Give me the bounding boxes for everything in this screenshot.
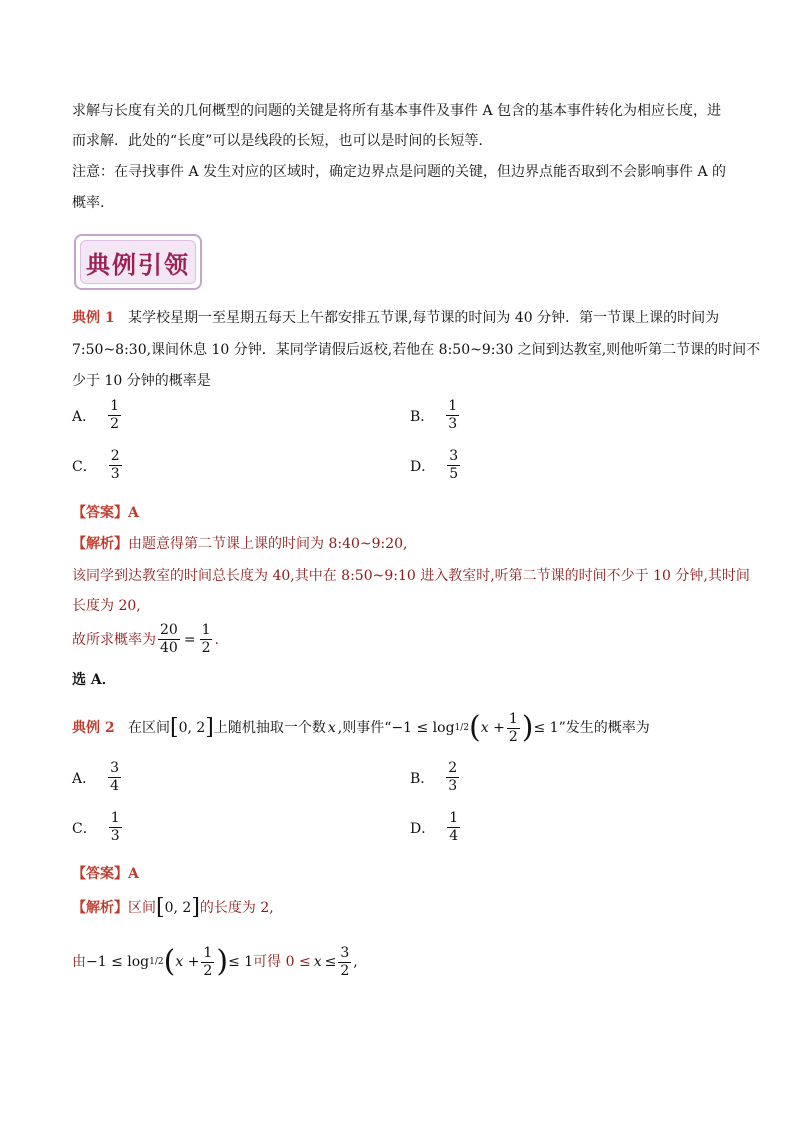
comma: , [353, 954, 358, 970]
fraction-denominator: 3 [110, 466, 120, 482]
option-letter: A． [72, 770, 97, 787]
answer-value: A [128, 866, 139, 882]
example2-option-d [410, 810, 462, 845]
option-letter: D． [410, 458, 436, 475]
example1-answer [72, 503, 139, 523]
right-paren-icon: ) [216, 944, 229, 979]
fraction-1-2 [507, 711, 520, 746]
example2-answer [72, 864, 139, 884]
fraction-denominator: 4 [449, 828, 459, 844]
left-bracket-icon: [ [156, 895, 165, 920]
option-fraction [446, 398, 459, 433]
example1-choose: 选 A． [72, 672, 116, 688]
period: . [214, 631, 219, 648]
example1-analysis-line-2: 该同学到达教室的时间总长度为 40,其中在 8:50~9:10 进入教室时,听第二节课的时间不少于 10 分钟,其时间 [72, 568, 750, 584]
option-fraction [109, 448, 122, 483]
fraction-denominator: 3 [110, 828, 120, 844]
right-paren-icon: ) [521, 710, 534, 745]
variable-x: x [313, 954, 322, 970]
analysis-prefix: 故所求概率为 [72, 631, 156, 648]
fraction-numerator: 3 [449, 448, 459, 464]
example2-line-1 [72, 708, 650, 748]
left-paren-icon: ( [469, 710, 481, 745]
option-letter: B． [410, 408, 435, 425]
fraction-numerator: 1 [448, 398, 458, 414]
interval-values: 0, 2 [178, 720, 206, 736]
example1-option-a [72, 398, 123, 433]
right-bracket-icon: ] [191, 895, 200, 920]
log-expression-left: −1 ≤ log [86, 954, 150, 970]
fraction-denominator: 3 [448, 416, 458, 432]
option-letter: C． [72, 820, 97, 837]
fraction-numerator: 1 [110, 398, 120, 414]
intro-note-line-2: 概率. [72, 195, 105, 211]
example1-line-1 [72, 308, 719, 328]
fraction-numerator: 1 [203, 944, 213, 961]
option-fraction [446, 760, 459, 795]
option-fraction [108, 760, 121, 795]
fraction-denominator: 3 [448, 778, 458, 794]
fraction-numerator: 1 [508, 710, 518, 727]
banner-inner [80, 240, 196, 284]
example2-analysis-line-1 [72, 895, 274, 920]
fraction-denominator: 4 [110, 778, 120, 794]
option-letter: A． [72, 408, 97, 425]
option-letter: D． [410, 820, 436, 837]
option-fraction [447, 448, 460, 483]
variable-x: x [327, 720, 336, 736]
log-argument: x + [480, 720, 505, 736]
log-expression-left: −1 ≤ log [391, 720, 455, 736]
left-paren-icon: ( [163, 944, 176, 979]
fraction-denominator: 5 [449, 466, 459, 482]
fraction-numerator: 2 [110, 448, 120, 464]
example2-option-a [72, 760, 123, 795]
analysis-label: 【解析】 [72, 900, 128, 916]
analysis-text: 由题意得第二节课上课的时间为 8:40~9:20, [128, 536, 408, 552]
fraction-20-40 [158, 622, 180, 657]
less-equal-sign: ≤ [324, 954, 337, 970]
answer-label: 【答案】 [72, 505, 128, 521]
example2-label: 典例 2 [72, 720, 115, 736]
example2-text-mid: 上随机抽取一个数 [213, 720, 326, 736]
example1-label: 典例 1 [72, 310, 115, 326]
answer-label: 【答案】 [72, 866, 128, 882]
fraction-denominator: 2 [201, 640, 211, 656]
option-fraction [108, 398, 121, 433]
left-bracket-icon: [ [169, 715, 179, 740]
fraction-denominator: 2 [508, 728, 518, 745]
fraction-3-2 [338, 945, 351, 980]
section-banner [74, 234, 202, 290]
example1-line-2: 7:50~8:30,课间休息 10 分钟．某同学请假后返校,若他在 8:50~9:30 之间到达教室,则他听第二节课的时间不 [72, 342, 761, 358]
example1-option-c [72, 448, 124, 483]
fraction-1-2 [200, 622, 213, 657]
analysis-label: 【解析】 [72, 536, 128, 552]
right-bracket-icon: ] [205, 715, 214, 740]
intro-line-2: 而求解．此处的“长度”可以是线段的长短，也可以是时间的长短等. [72, 133, 483, 149]
example2-text-pre: 在区间 [127, 720, 170, 736]
fraction-numerator: 1 [110, 810, 120, 826]
option-fraction [447, 810, 460, 845]
example2-analysis-line-2 [72, 942, 358, 982]
example1-option-d [410, 448, 462, 483]
log-base: 1/2 [454, 723, 470, 733]
option-letter: C． [72, 458, 97, 475]
log-base: 1/2 [149, 957, 164, 967]
banner-title: 典例引领 [86, 249, 190, 279]
intro-note-line-1: 注意：在寻找事件 A 发生对应的区域时，确定边界点是问题的关键，但边界点能否取到不会影响事件 A 的 [72, 164, 727, 180]
fraction-denominator: 2 [110, 416, 120, 432]
log-expression-right: ≤ 1 [533, 720, 559, 736]
interval-values: 0, 2 [164, 900, 192, 916]
intro-line-1: 求解与长度有关的几何概型的问题的关键是将所有基本事件及事件 A 包含的基本事件转化为相应长度，进 [72, 103, 722, 119]
analysis-text-pre: 区间 [128, 900, 156, 916]
example1-analysis-line-1 [72, 534, 408, 554]
example2-text-post: ”发生的概率为 [558, 720, 650, 736]
example2-option-c [72, 810, 124, 845]
fraction-numerator: 2 [448, 760, 458, 776]
example1-option-b [410, 398, 461, 433]
analysis-text-mid: 可得 0 ≤ [253, 954, 311, 970]
fraction-numerator: 1 [201, 622, 211, 638]
option-letter: B． [410, 770, 435, 787]
equals-sign: = [183, 631, 196, 648]
example1-text-1: 某学校星期一至星期五每天上午都安排五节课,每节课的时间为 40 分钟．第一节课上课的时间为 [127, 310, 720, 326]
fraction-numerator: 1 [449, 810, 459, 826]
example1-line-3: 少于 10 分钟的概率是 [72, 373, 211, 389]
fraction-1-2 [201, 945, 214, 980]
analysis-text-pre: 由 [72, 954, 86, 970]
answer-value: A [128, 505, 139, 521]
fraction-numerator: 20 [160, 622, 178, 638]
fraction-numerator: 3 [110, 760, 120, 776]
fraction-denominator: 2 [203, 962, 213, 979]
fraction-denominator: 40 [160, 640, 178, 656]
analysis-text-post: 的长度为 2, [199, 900, 274, 916]
example2-text-mid2: ,则事件“ [337, 720, 392, 736]
log-expression-right: ≤ 1 [228, 954, 254, 970]
log-argument: x + [175, 954, 200, 970]
example2-option-b [410, 760, 461, 795]
example1-analysis-line-4 [72, 622, 219, 657]
example1-analysis-line-3: 长度为 20, [72, 598, 141, 614]
option-fraction [109, 810, 122, 845]
fraction-numerator: 3 [340, 944, 350, 961]
fraction-denominator: 2 [340, 962, 350, 979]
